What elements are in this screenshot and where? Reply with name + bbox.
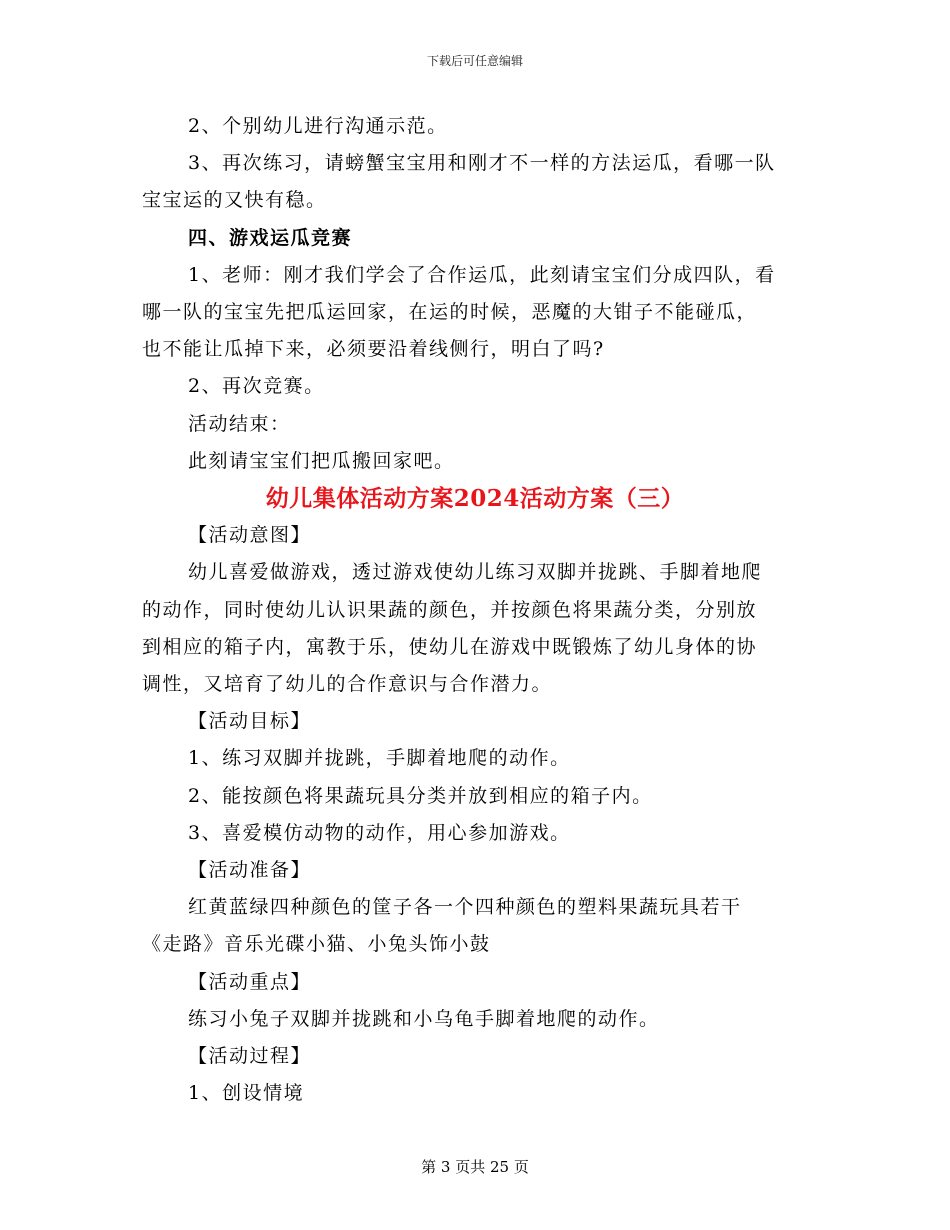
paragraph-continuation: 调性，又培育了幼儿的合作意识与合作潜力。 xyxy=(142,673,553,696)
list-item: 1、创设情境 xyxy=(188,1082,305,1105)
paragraph-continuation: 宝宝运的又快有稳。 xyxy=(142,189,327,212)
section-label: 【活动目标】 xyxy=(188,710,312,733)
document-body xyxy=(142,108,808,1112)
list-item: 2、能按颜色将果蔬玩具分类并放到相应的箱子内。 xyxy=(188,784,653,807)
document-title: 幼儿集体活动方案2024活动方案（三） xyxy=(265,485,685,513)
paragraph: 幼儿喜爱做游戏，透过游戏使幼儿练习双脚并拢跳、手脚着地爬 xyxy=(188,561,763,584)
paragraph: 2、个别幼儿进行沟通示范。 xyxy=(188,115,448,137)
paragraph-continuation: 哪一队的宝宝先把瓜运回家，在运的时候，恶魔的大钳子不能碰瓜， xyxy=(142,301,758,324)
paragraph: 1、老师：刚才我们学会了合作运瓜，此刻请宝宝们分成四队，看 xyxy=(188,263,776,286)
paragraph: 此刻请宝宝们把瓜搬回家吧。 xyxy=(188,449,455,472)
section-label: 【活动重点】 xyxy=(188,970,312,993)
paragraph-continuation: 也不能让瓜掉下来，必须要沿着线侧行，明白了吗? xyxy=(142,338,605,361)
section-label: 【活动准备】 xyxy=(188,859,312,882)
paragraph-continuation: 到相应的箱子内，寓教于乐，使幼儿在游戏中既锻炼了幼儿身体的协 xyxy=(142,635,758,658)
section-heading: 四、游戏运瓜竞赛 xyxy=(188,226,353,249)
paragraph-continuation: 的动作，同时使幼儿认识果蔬的颜色，并按颜色将果蔬分类，分别放 xyxy=(142,598,758,621)
section-label: 【活动意图】 xyxy=(188,524,312,547)
list-item: 1、练习双脚并拢跳，手脚着地爬的动作。 xyxy=(188,747,571,770)
page-header: 下载后可任意编辑 xyxy=(426,54,523,68)
paragraph: 活动结束： xyxy=(188,412,291,435)
list-item: 3、喜爱模仿动物的动作，用心参加游戏。 xyxy=(188,821,571,844)
paragraph: 2、再次竞赛。 xyxy=(188,375,325,398)
paragraph: 练习小兔子双脚并拢跳和小乌龟手脚着地爬的动作。 xyxy=(188,1007,660,1030)
section-label: 【活动过程】 xyxy=(188,1045,312,1068)
paragraph-continuation: 《走路》音乐光碟小猫、小兔头饰小鼓 xyxy=(142,933,491,956)
page-footer: 第 3 页共 25 页 xyxy=(421,1158,529,1176)
paragraph: 红黄蓝绿四种颜色的筐子各一个四种颜色的塑料果蔬玩具若干 xyxy=(188,896,742,919)
paragraph: 3、再次练习，请螃蟹宝宝用和刚才不一样的方法运瓜，看哪一队 xyxy=(188,152,776,175)
